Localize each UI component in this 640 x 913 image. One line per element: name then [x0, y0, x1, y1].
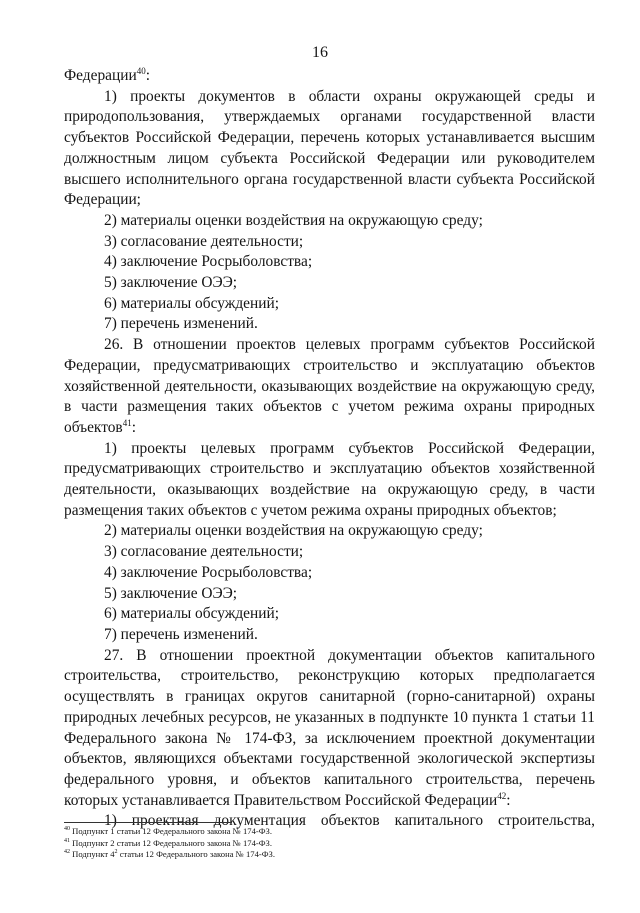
footnotes	[64, 826, 594, 861]
paragraph-text: 6) материалы обсуждений;	[104, 294, 279, 312]
paragraph	[64, 646, 595, 812]
paragraph-text: 6) материалы обсуждений;	[104, 605, 279, 623]
paragraph	[64, 87, 595, 211]
paragraph-text: 1) проектная документация объектов капитального строительства,	[104, 812, 595, 830]
paragraph-text: 7) перечень изменений.	[104, 625, 258, 643]
paragraph-text: 26. В отношении проектов целевых программ субъектов Российской Федерации, предусматривающих строительство и эксплуатацию объектов хозяйственной деятельности, оказывающих воздействие на окружающую среду, в части размещения таких объектов с учетом режима охраны природных объектов	[64, 336, 595, 436]
footnote-superscript: 2	[114, 849, 118, 855]
paragraph-suffix: :	[506, 791, 511, 809]
paragraph	[64, 232, 595, 253]
paragraph-text: 5) заключение ОЭЭ;	[104, 274, 238, 292]
paragraph-text: Федерации	[64, 67, 137, 84]
paragraph	[64, 542, 595, 563]
paragraph-text: 2) материалы оценки воздействия на окружающую среду;	[104, 211, 483, 229]
document-body	[64, 66, 595, 832]
paragraph	[64, 252, 595, 273]
paragraph-text: 1) проекты целевых программ субъектов Российской Федерации, предусматривающих строительство и эксплуатацию объектов хозяйственной деятельности, оказывающих воздействие на окружающую среду, в части размещения таких объектов с учетом режима охраны природных объектов;	[64, 439, 595, 519]
footnote-number: 42	[64, 849, 70, 855]
footnote	[64, 838, 594, 850]
paragraph-text: 4) заключение Росрыболовства;	[104, 253, 313, 271]
paragraph-text: 5) заключение ОЭЭ;	[104, 584, 238, 602]
footnote-text: Подпункт 4	[72, 849, 115, 859]
footnote-separator	[64, 822, 232, 823]
paragraph	[64, 521, 595, 542]
paragraph	[64, 335, 595, 439]
footnote	[64, 826, 594, 838]
paragraph	[64, 66, 595, 87]
paragraph	[64, 625, 595, 646]
paragraph	[64, 314, 595, 335]
footnote-ref: 42	[497, 790, 507, 801]
paragraph	[64, 294, 595, 315]
paragraph	[64, 584, 595, 605]
footnote-number: 41	[64, 837, 70, 844]
paragraph-text: 2) материалы оценки воздействия на окружающую среду;	[104, 522, 483, 540]
paragraph-text: 7) перечень изменений.	[104, 315, 258, 333]
paragraph-text: 3) согласование деятельности;	[104, 232, 304, 250]
paragraph	[64, 211, 595, 232]
paragraph	[64, 604, 595, 625]
paragraph	[64, 439, 595, 522]
paragraph-text: 1) проекты документов в области охраны окружающей среды и природопользования, утверждаемых органами государственной власти субъектов Российской Федерации, перечень которых устанавливается высшим должностным лицом субъекта Российской Федерации или руководителем высшего исполнительного органа государственной власти субъекта Российской Федерации;	[64, 87, 595, 209]
footnote-text: Подпункт 1 статьи 12 Федерального закона № 174-ФЗ.	[72, 826, 272, 836]
paragraph	[64, 563, 595, 584]
footnote-ref: 40	[136, 66, 146, 76]
paragraph-text: 4) заключение Росрыболовства;	[104, 563, 313, 581]
footnote	[64, 849, 594, 861]
footnote-number: 40	[64, 826, 70, 832]
paragraph	[64, 273, 595, 294]
paragraph-suffix: :	[131, 418, 136, 436]
footnote-text: Подпункт 2 статьи 12 Федерального закона № 174-ФЗ.	[72, 837, 272, 848]
footnote-text-end: статьи 12 Федерального закона № 174-ФЗ.	[117, 849, 275, 859]
paragraph-text: 3) согласование деятельности;	[104, 543, 304, 561]
page-number: 16	[312, 44, 328, 61]
footnote-ref: 41	[122, 417, 132, 428]
paragraph-text: 27. В отношении проектной документации объектов капитального строительства, строительство, реконструкцию которых предполагается осуществлять в границах округов санитарной (горно-санитарной) охраны природных лечебных ресурсов, не указанных в подпункте 10 пункта 1 статьи 11 Федерального закона № 174-ФЗ, за исключением проектной документации объектов, являющихся объектами государственной экологической экспертизы федерального уровня, и объектов капитального строительства, перечень которых устанавливается Правительством Российской Федерации	[64, 646, 595, 809]
paragraph-suffix: :	[145, 67, 150, 84]
